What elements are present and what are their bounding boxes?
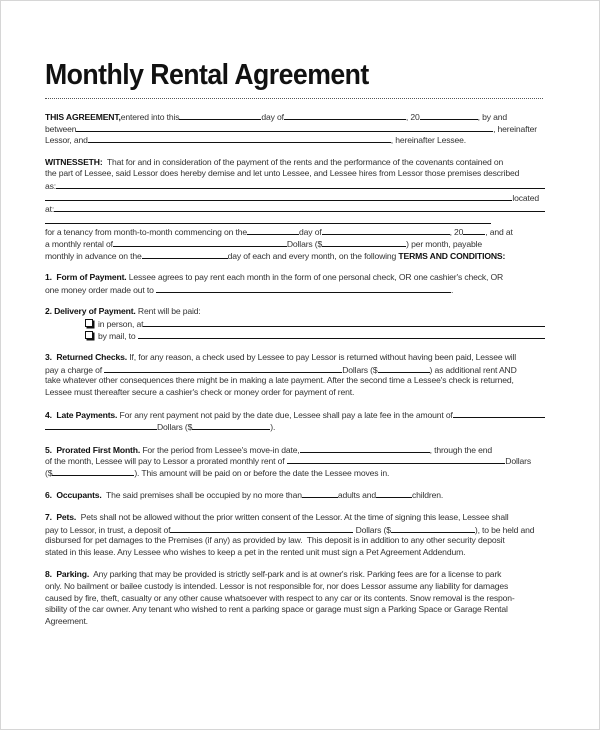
located-label: located [512,192,539,203]
move-in-date-field[interactable] [300,444,430,453]
by-mail-label: by mail, to [98,330,138,341]
lessee-name-field[interactable] [88,134,391,143]
section-5-line-3 [45,467,545,479]
section-5-text: ). This amount will be paid on or before the date the Lessee moves in. [134,467,390,478]
intro-line-3 [45,134,545,146]
late-fee-amount-field[interactable] [192,421,270,430]
tenancy-text: Dollars ($ [286,238,323,249]
commence-day-field[interactable] [247,226,299,235]
section-3-text: Lessee must thereafter secure a cashier's check or money order for payment of rent. [45,386,355,397]
section-1-text: one money order made out to [45,284,156,295]
tenancy-text: a monthly rental of [45,238,113,249]
section-2-heading: 2. Delivery of Payment. [45,306,136,317]
section-1-text: . [450,284,454,295]
children-count-field[interactable] [376,489,412,498]
tenancy-line-1 [45,226,545,238]
delivery-option-in-person [45,318,545,330]
monthly-rent-words-field[interactable] [113,238,287,247]
returned-check-fee-words-field[interactable] [104,364,342,373]
agreement-body [45,111,545,627]
section-1-text: Lessee agrees to pay rent each month in the form of one personal check, OR one cashier's check, OR [126,272,504,283]
prorated-rent-amount-field[interactable] [52,467,134,476]
section-3-heading: 3. Returned Checks. [45,352,128,363]
section-6-text: The said premises shall be occupied by no more than [101,490,302,501]
tenancy-line-3 [45,250,545,262]
intro-text: , 20 [405,112,420,122]
section-7-text: stated in this lease. Any Lessee who wishes to keep a pet in the rented unit must sign a Pet Agreement Addendum. [45,546,466,557]
month-field[interactable] [284,111,406,120]
commence-year-field[interactable] [463,226,485,235]
section-7-line-1 [45,512,545,524]
pet-deposit-words-field[interactable] [170,524,353,533]
section-4-text: ). [270,422,276,433]
tenancy-text: ) per month, payable [406,238,482,249]
section-5-text: of the month, Lessee will pay to Lessor a prorated monthly rent of [45,456,287,467]
section-8-text: only. No bailment or bailee custody is intended. Lessor is not responsible for, nor does Lessor assume any liability for damages [45,581,509,591]
section-8-line-4 [45,604,545,616]
late-fee-words-field[interactable] [453,409,545,418]
in-person-label: in person, at [98,318,144,329]
intro-text: between [45,123,77,134]
premises-address-field[interactable] [54,203,545,212]
section-4-line-2 [45,421,545,433]
section-3-text: Dollars ($ [342,364,378,375]
section-2-text: Rent will be paid: [135,306,201,317]
adults-count-field[interactable] [302,489,338,498]
section-4-text: Dollars ($ [157,422,193,433]
payee-field[interactable] [156,284,451,293]
section-4-heading: 4. Late Payments. [45,410,118,421]
section-8-line-1 [45,569,545,581]
section-7-text: pay to Lessor, in trust, a deposit of [45,524,171,535]
tenancy-text: , and at [485,227,513,238]
tenancy-text: day of each and every month, on the following [227,250,399,261]
commence-month-field[interactable] [322,226,450,235]
tenancy-text: monthly in advance on the [45,250,142,261]
section-3-text: pay a charge of [45,364,105,375]
terms-heading: TERMS AND CONDITIONS: [398,250,506,261]
section-6-text: children. [412,490,444,501]
prorated-rent-words-field[interactable] [287,455,506,464]
intro-line-2 [45,123,545,135]
witnesseth-line-2 [45,168,545,180]
section-3-text: take whatever other consequences there might be in making a late payment. After the second time a Lessee's check is returned, [45,375,514,386]
section-1-heading: 1. Form of Payment. [45,272,127,283]
premises-description-field[interactable] [56,180,545,189]
witnesseth-line-1 [45,157,545,169]
mail-address-field[interactable] [138,330,545,339]
witnesseth-text: That for and in consideration of the payment of the rents and the performance of the covenants contained on [102,156,504,167]
pet-deposit-amount-field[interactable] [391,524,475,533]
section-5-heading: 5. Prorated First Month. [45,444,141,455]
premises-address-field-2[interactable] [45,215,491,224]
witnesseth-line-3 [45,180,545,192]
section-7-text: Dollars ($ [353,524,391,535]
section-8-heading: 8. Parking. [45,569,90,580]
delivery-option-by-mail [45,330,545,342]
section-1-line-2 [45,284,545,296]
agreement-label: THIS AGREEMENT, [45,112,121,122]
section-5-text: ($ [45,467,53,478]
tenancy-text: for a tenancy from month-to-month commencing on the [45,227,248,238]
tenancy-text: day of [299,227,322,238]
section-3-line-2 [45,364,545,376]
by-mail-checkbox[interactable] [85,331,93,339]
section-7-text: disbursed for pet damages to the Premises (if any) as provided by law. This deposit is in addition to any other security deposit [45,535,505,546]
section-6-line-1 [45,489,545,501]
section-7-text: Pets shall not be allowed without the prior written consent of the Lessor. At the time of signing this lease, Lessee shall [76,512,509,523]
section-3-line-3 [45,375,545,387]
tenancy-line-2 [45,238,545,250]
section-5-text: For the period from Lessee's move-in date, [140,444,300,455]
section-8-line-5 [45,616,545,628]
payment-day-field[interactable] [142,250,228,259]
in-person-location-field[interactable] [143,318,545,327]
section-3-line-1 [45,352,545,364]
section-7-line-3 [45,535,545,547]
section-4-line-1 [45,409,545,421]
section-3-line-4 [45,387,545,399]
intro-text: , by and [477,112,507,122]
witnesseth-line-5 [45,203,545,215]
year-field[interactable] [420,111,478,120]
in-person-checkbox[interactable] [85,319,93,327]
title-dotted-divider [45,98,543,99]
intro-text: day of [261,112,284,122]
section-1-line-1 [45,272,545,284]
witnesseth-text: the part of Lessee, said Lessor does hereby demise and let unto Lessee, and Lessee hires from Lessor those premises described [45,168,520,179]
section-3-text: ) as additional rent AND [429,364,517,375]
section-8-text: caused by fire, theft, casualty or any other cause whatsoever with respect to any car or its contents. Snow removal is the respon- [45,592,515,603]
section-5-text: Dollars [505,456,531,467]
intro-text: Lessor, and [45,135,88,146]
section-8-line-3 [45,593,545,605]
section-6-heading: 6. Occupants. [45,490,102,501]
page-title: Monthly Rental Agreement [45,59,369,91]
monthly-rent-amount-field[interactable] [322,238,406,247]
as-label: as: [45,180,57,191]
section-5-line-1 [45,444,545,456]
section-8-line-2 [45,581,545,593]
section-7-text: ), to be held and [474,524,535,535]
section-8-text: Any parking that may be provided is strictly self-park and is at owner's risk. Parking fees are for a license to park [89,569,502,580]
tenancy-text: , 20 [449,227,464,238]
section-3-text: If, for any reason, a check used by Lessee to pay Lessor is returned without having been paid, Lessee will [127,352,517,363]
intro-line-1 [45,111,545,123]
section-8-text: Agreement. [45,615,88,626]
section-4-text: For any rent payment not paid by the date due, Lessee shall pay a late fee in the amount of [117,410,453,421]
lessor-name-field[interactable] [76,123,493,132]
section-8-text: sibility of the car owner. Any tenant who wished to rent a parking space or garage must sign a Parking Space or Garage Rental [45,604,508,615]
section-5-line-2 [45,455,545,467]
intro-text: , hereinafter [493,123,537,134]
witnesseth-line-6 [45,215,545,227]
section-2-line-1 [45,306,545,318]
late-fee-words-field-2[interactable] [45,421,157,430]
day-field[interactable] [179,111,261,120]
section-5-text: , through the end [429,444,493,455]
section-7-heading: 7. Pets. [45,512,77,523]
at-label: at: [45,204,55,215]
intro-text: entered into this [120,112,180,122]
premises-description-field-2[interactable] [45,192,512,201]
section-6-text: adults and [337,490,376,501]
section-7-line-4 [45,547,545,559]
section-7-line-2 [45,524,545,536]
intro-text: , hereinafter Lessee. [390,135,466,146]
witnesseth-label: WITNESSETH: [45,156,103,167]
returned-check-fee-amount-field[interactable] [378,364,430,373]
witnesseth-line-4 [45,192,545,204]
